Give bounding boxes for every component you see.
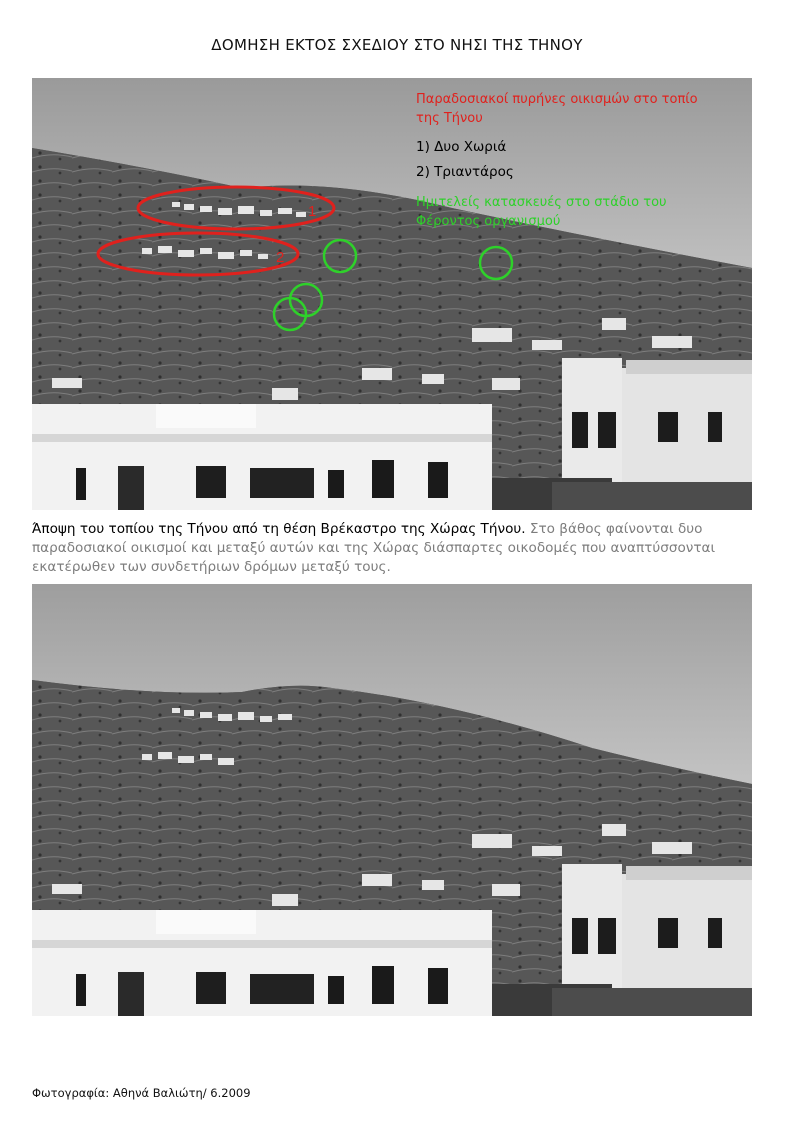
marker-1-label: 1 — [308, 203, 317, 220]
landscape-photo-annotated — [32, 78, 752, 510]
page-title: ΔΟΜΗΣΗ ΕΚΤΟΣ ΣΧΕΔΙΟΥ ΣΤΟ ΝΗΣΙ ΤΗΣ ΤΗΝΟΥ — [211, 36, 583, 54]
legend-list — [416, 138, 514, 188]
annotated-landscape-photo — [32, 78, 752, 510]
landscape-photo — [32, 584, 752, 1016]
photo-caption — [32, 520, 762, 577]
caption-rest: Στο βάθος φαίνονται δυο παραδοσιακοί οικισμοί και μεταξύ αυτών και της Χώρας διάσπαρτες οικοδομές που αναπτύσσονται εκατέρωθεν των συνδετήριων δρόμων μεταξύ τους. — [32, 521, 716, 575]
legend-heading: Παραδοσιακοί πυρήνες οικισμών στο τοπίο της Τήνου — [416, 92, 698, 126]
green-note: Ημιτελείς κατασκευές στο στάδιο του Φέροντος οργανισμού — [416, 195, 667, 229]
legend-item-2: 2) Τριαντάρος — [416, 164, 514, 180]
caption-lead: Άποψη του τοπίου της Τήνου από τη θέση Βρέκαστρο της Χώρας Τήνου. — [32, 521, 526, 537]
marker-2-label: 2 — [276, 249, 285, 266]
landscape-photo-clean — [32, 584, 752, 1016]
legend-item-1: 1) Δυο Χωριά — [416, 139, 507, 155]
photo-credit: Φωτογραφία: Αθηνά Βαλιώτη/ 6.2009 — [32, 1086, 251, 1100]
